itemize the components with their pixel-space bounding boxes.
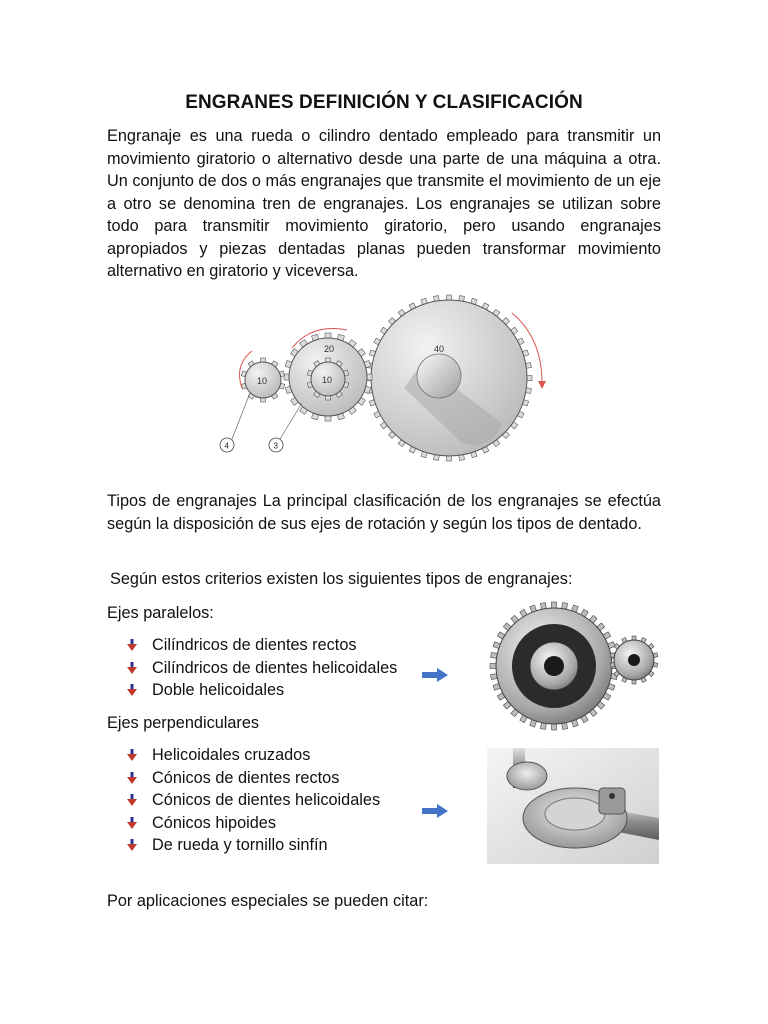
list-item bbox=[127, 812, 380, 835]
list-item-label: Doble helicoidales bbox=[152, 681, 285, 699]
down-arrow-bullet-icon bbox=[127, 817, 137, 829]
middle-inner-gear-label: 10 bbox=[322, 375, 333, 385]
down-arrow-bullet-icon bbox=[127, 839, 137, 851]
list-item bbox=[127, 634, 397, 657]
list-item bbox=[127, 767, 380, 790]
right-arrow-icon bbox=[422, 668, 448, 682]
list-item-label: Cilíndricos de dientes helicoidales bbox=[152, 658, 398, 677]
criterios-paragraph: Según estos criterios existen los siguientes tipos de engranajes: bbox=[110, 570, 573, 588]
tipos-paragraph: Tipos de engranajes La principal clasificación de los engranajes se efectúa según la disposición de sus ejes de rotación y según los tipos de dentado. bbox=[107, 492, 661, 533]
ejes-paralelos-list bbox=[127, 634, 397, 702]
ejes-paralelos-heading: Ejes paralelos: bbox=[107, 604, 214, 622]
bevel-hub bbox=[599, 788, 625, 814]
large-gear-label: 40 bbox=[434, 344, 445, 354]
callout-label-b: 3 bbox=[273, 441, 278, 451]
list-item-label: Cónicos de dientes rectos bbox=[152, 768, 340, 787]
bevel-hub-bolt bbox=[609, 793, 615, 799]
list-item bbox=[127, 789, 380, 812]
spur-gear-small-bore bbox=[628, 654, 640, 666]
list-item bbox=[127, 657, 397, 680]
callout-line-a bbox=[232, 393, 250, 439]
large-gear-hub bbox=[417, 354, 461, 398]
list-item-label: Cónicos de dientes helicoidales bbox=[152, 791, 381, 809]
bevel-gear-small bbox=[507, 762, 547, 790]
down-arrow-bullet-icon bbox=[127, 662, 137, 674]
list-item-label: De rueda y tornillo sinfín bbox=[152, 836, 328, 854]
bevel-gear-large-face bbox=[545, 798, 605, 830]
ejes-perpendiculares-heading: Ejes perpendiculares bbox=[107, 714, 260, 732]
callout-line-b bbox=[280, 403, 302, 439]
down-arrow-bullet-icon bbox=[127, 639, 137, 651]
middle-gear-label: 20 bbox=[324, 344, 335, 354]
list-item-label: Helicoidales cruzados bbox=[152, 746, 311, 764]
down-arrow-bullet-icon bbox=[127, 684, 137, 696]
rotation-arrowhead-right bbox=[538, 381, 546, 389]
spur-gear-large-bore bbox=[544, 656, 564, 676]
list-item bbox=[127, 834, 380, 857]
intro-paragraph: Engranaje es una rueda o cilindro dentado empleado para transmitir un movimiento giratorio o alternativo desde una parte de una máquina a otra. Un conjunto de dos o más engranajes que transmite el movimiento de un eje a otro se denomina tren de engranajes. Los engranajes se utilizan sobre todo para transmitir movimiento giratorio, pero usando engranajes apropiados y piezas dentadas planas pueden transformar movimiento alternativo en giratorio y viceversa. bbox=[107, 127, 661, 280]
bevel-gears-image bbox=[487, 748, 659, 864]
down-arrow-bullet-icon bbox=[127, 749, 137, 761]
ejes-perpendiculares-list bbox=[127, 744, 380, 857]
list-item-label: Cónicos hipoides bbox=[152, 813, 276, 832]
down-arrow-bullet-icon bbox=[127, 794, 137, 806]
list-item bbox=[127, 679, 397, 702]
down-arrow-bullet-icon bbox=[127, 772, 137, 784]
gear-train-diagram bbox=[212, 293, 557, 463]
list-item-label: Cilíndricos de dientes rectos bbox=[152, 636, 357, 654]
aplicaciones-paragraph: Por aplicaciones especiales se pueden citar: bbox=[107, 892, 429, 910]
callout-label-a: 4 bbox=[224, 441, 229, 451]
small-gear-label: 10 bbox=[257, 376, 268, 386]
right-arrow-icon bbox=[422, 804, 448, 818]
document-title: ENGRANES DEFINICIÓN Y CLASIFICACIÓN bbox=[185, 92, 583, 113]
list-item bbox=[127, 744, 380, 767]
